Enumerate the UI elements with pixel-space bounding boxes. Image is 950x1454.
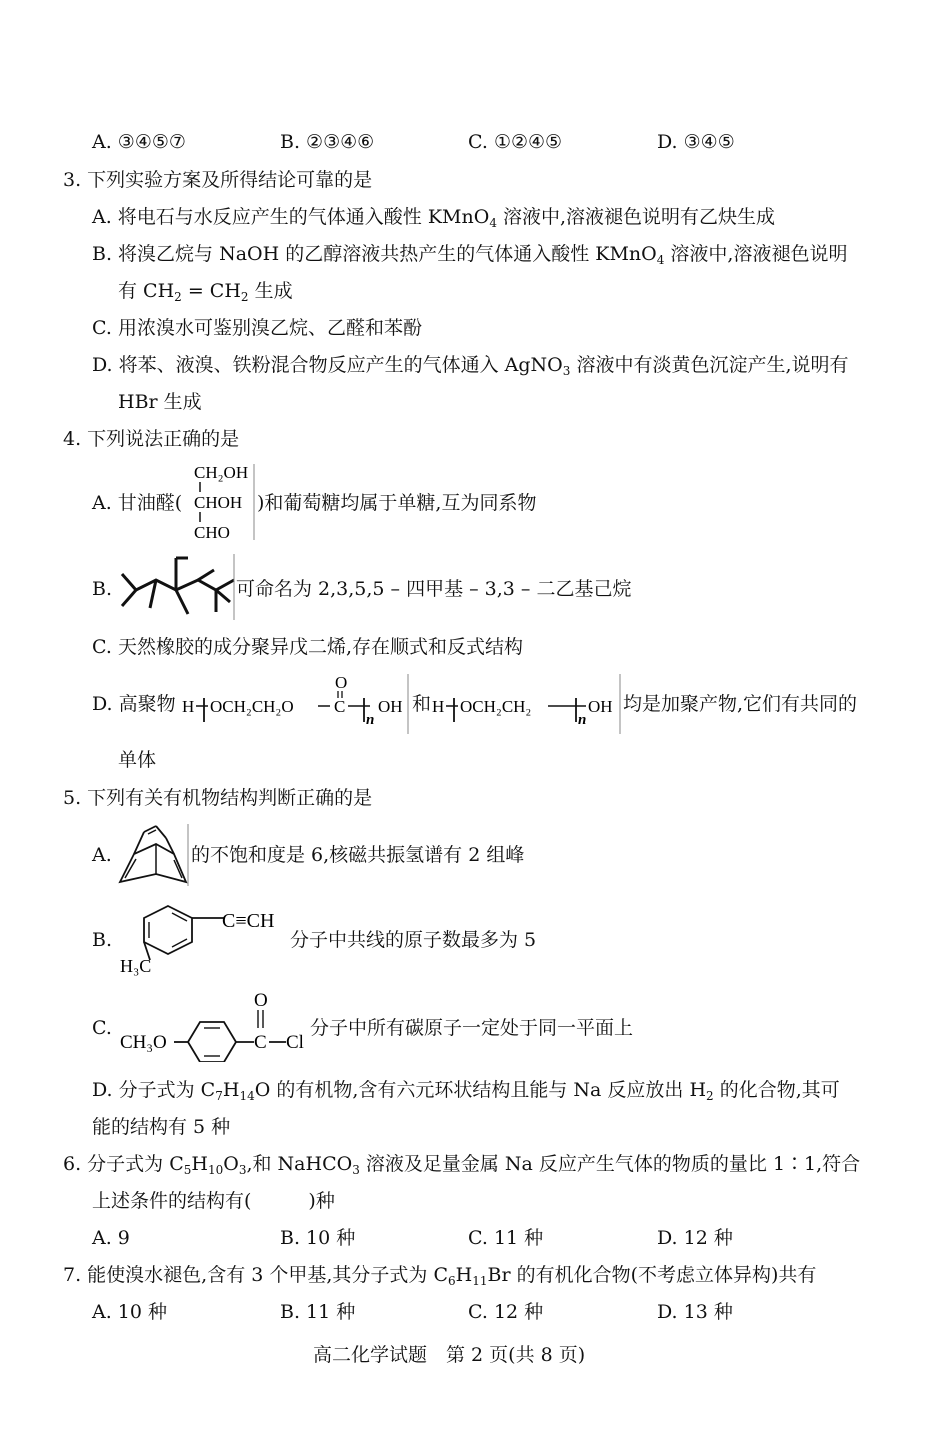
acyl-oxygen: O	[254, 990, 268, 1011]
q3-option-b-cont: 有 $CH_2 = CH_2$ 生成	[118, 280, 293, 304]
acetylene-group: C≡CH	[222, 910, 275, 932]
methyl-group: H₃C	[120, 956, 152, 976]
chlorine-atom: Cl	[286, 1032, 304, 1053]
q4-option-d-and: 和	[412, 693, 432, 715]
acyl-carbon: C	[254, 1032, 267, 1053]
q6-stem-cont: 上述条件的结构有( )种	[92, 1190, 335, 1212]
methoxy-group: CH₃O	[120, 1032, 167, 1053]
polymer-ether-structure	[430, 672, 622, 736]
q4-option-d-cont: 单体	[118, 749, 157, 771]
q3-option-d-cont: HBr 生成	[118, 391, 202, 413]
polymer2-oh: OH	[588, 697, 613, 716]
q5-option-b-text: 分子中共线的原子数最多为 5	[290, 929, 537, 951]
q5-stem: 5. 下列有关有机物结构判断正确的是	[63, 787, 373, 809]
q6-option-a: A. 9	[92, 1227, 130, 1249]
q5-option-d-cont: 能的结构有 5 种	[92, 1116, 231, 1138]
q7-option-d: D. 13 种	[657, 1301, 733, 1323]
q6-stem: 6. 分子式为 $C_5H_{10}O_3$,和 NaHCO$_3$ 溶液及足量金属 Na 反应产生气体的物质的量比 1∶1,符合	[63, 1153, 861, 1177]
q7-option-c: C. 12 种	[468, 1301, 544, 1323]
q2-option-c: C. ①②④⑤	[468, 131, 563, 153]
methylphenylacetylene-structure	[116, 900, 290, 976]
q3-option-c: C. 用浓溴水可鉴别溴乙烷、乙醛和苯酚	[92, 317, 422, 339]
q6-option-c: C. 11 种	[468, 1227, 544, 1249]
q5-option-b-label: B.	[92, 929, 113, 951]
polymer1-carbonyl-c: C	[334, 697, 346, 716]
skeletal-alkane-structure	[116, 552, 236, 622]
q3-option-a: A. 将电石与水反应产生的气体通入酸性 KMnO$_4$ 溶液中,溶液褪色说明有乙炔生成	[92, 206, 776, 230]
polymer1-oh: OH	[378, 697, 403, 716]
q7-option-b: B. 11 种	[280, 1301, 356, 1323]
polymer1-n: n	[366, 712, 375, 728]
q5-option-c-text: 分子中所有碳原子一定处于同一平面上	[310, 1017, 634, 1039]
glyceraldehyde-structure	[188, 460, 258, 542]
q6-option-b: B. 10 种	[280, 1227, 356, 1249]
q2-option-d: D. ③④⑤	[657, 131, 735, 153]
glyceraldehyde-line2: CHOH	[194, 493, 243, 512]
q7-stem: 7. 能使溴水褪色,含有 3 个甲基,其分子式为 $C_6H_{11}Br$ 的有机化合物(不考虑立体异构)共有	[63, 1264, 817, 1288]
polymer1-h: H	[182, 697, 195, 716]
q3-option-d: D. 将苯、液溴、铁粉混合物反应产生的气体通入 AgNO$_3$ 溶液中有淡黄色沉淀产生,说明有	[92, 354, 849, 378]
q7-option-a: A. 10 种	[92, 1301, 168, 1323]
q2-option-b: B. ②③④⑥	[280, 131, 375, 153]
methoxybenzoyl-chloride-structure	[116, 988, 312, 1062]
glyceraldehyde-line3: CHO	[194, 523, 230, 542]
q4-option-a-text: )和葡萄糖均属于单糖,互为同系物	[257, 492, 537, 514]
polymer1-carbonyl-o: O	[335, 673, 348, 692]
bicyclic-diene-structure	[116, 822, 190, 888]
q6-option-d: D. 12 种	[657, 1227, 733, 1249]
polymer2-repeat: OCH₂CH₂	[460, 697, 532, 716]
q3-option-b: B. 将溴乙烷与 NaOH 的乙醇溶液共热产生的气体通入酸性 KMnO$_4$ 溶液中,溶液褪色说明	[92, 243, 848, 267]
polymer1-repeat: OCH₂CH₂O	[210, 697, 294, 716]
q4-option-c: C. 天然橡胶的成分聚异戊二烯,存在顺式和反式结构	[92, 636, 523, 658]
q4-option-d-text: 均是加聚产物,它们有共同的	[623, 693, 858, 715]
q4-option-b-text: 可命名为 2,3,5,5 – 四甲基 – 3,3 – 二乙基己烷	[236, 578, 632, 600]
glyceraldehyde-line1: CH₂OH	[194, 463, 249, 482]
q4-option-d-label: D. 高聚物	[92, 693, 176, 715]
q2-option-a: A. ③④⑤⑦	[92, 131, 186, 153]
q5-option-c-label: C.	[92, 1017, 112, 1039]
q5-option-d: D. 分子式为 $C_7H_{14}O$ 的有机物,含有六元环状结构且能与 Na 反应放出 $H_2$ 的化合物,其可	[92, 1079, 840, 1103]
q5-option-a-text: 的不饱和度是 6,核磁共振氢谱有 2 组峰	[191, 844, 525, 866]
page-footer: 高二化学试题 第 2 页(共 8 页)	[313, 1344, 586, 1366]
polymer2-n: n	[578, 712, 587, 728]
q4-option-a-label: A. 甘油醛(	[92, 492, 183, 514]
q4-stem: 4. 下列说法正确的是	[63, 428, 240, 450]
q4-option-b-label: B.	[92, 578, 113, 600]
polymer2-h: H	[432, 697, 445, 716]
q3-stem: 3. 下列实验方案及所得结论可靠的是	[63, 169, 373, 191]
polymer-ester-structure	[180, 672, 410, 736]
q5-option-a-label: A.	[92, 844, 112, 866]
